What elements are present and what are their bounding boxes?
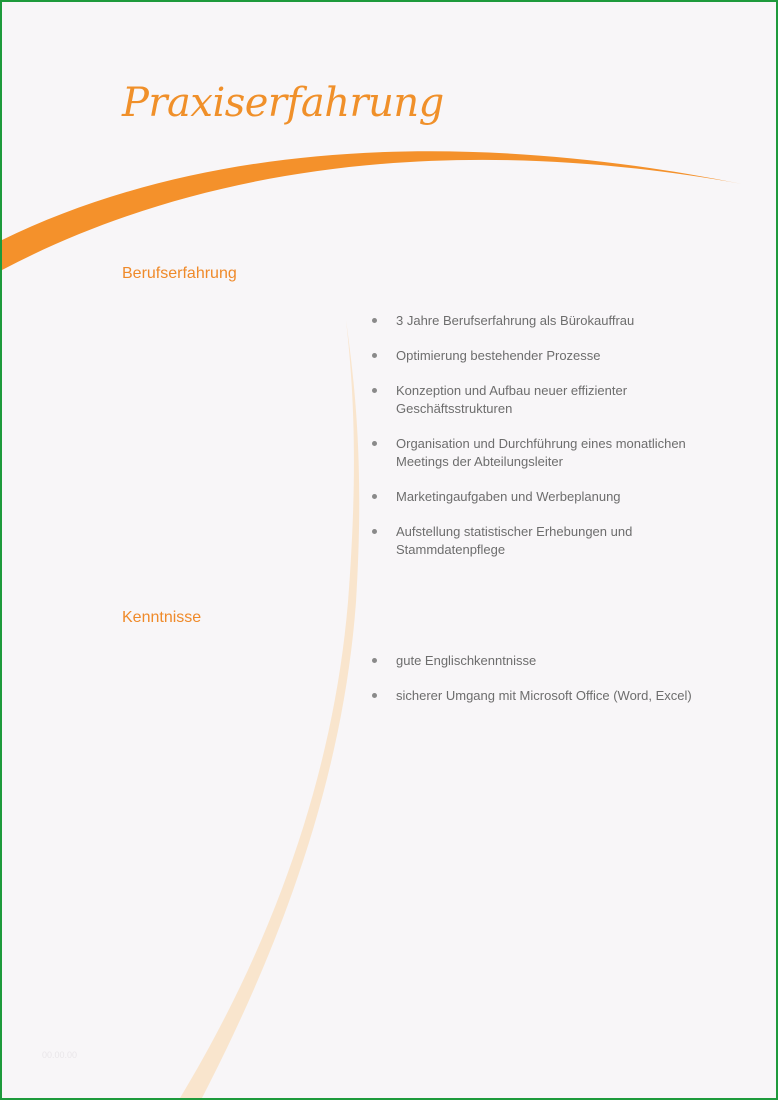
list-item [372, 312, 722, 330]
section-heading-kenntnisse: Kenntnisse [122, 609, 202, 626]
list-item [372, 347, 722, 365]
bullet-icon [372, 388, 377, 393]
faint-arc [180, 320, 359, 1098]
list-item [372, 488, 722, 506]
list-item-text: gute Englischkenntnisse [396, 653, 537, 668]
bullet-icon [372, 658, 377, 663]
list-item-text: sicherer Umgang mit Microsoft Office (Word, Excel) [396, 688, 692, 703]
bullet-icon [372, 494, 377, 499]
list-item [372, 382, 722, 418]
list-item-text: Optimierung bestehender Prozesse [396, 348, 601, 363]
orange-swoosh [2, 151, 742, 270]
bullet-icon [372, 318, 377, 323]
bullet-icon [372, 353, 377, 358]
berufserfahrung-list [372, 312, 722, 576]
list-item-text: 3 Jahre Berufserfahrung als Bürokauffrau [396, 313, 635, 328]
bullet-icon [372, 441, 377, 446]
bullet-icon [372, 693, 377, 698]
bullet-icon [372, 529, 377, 534]
list-item-text: Aufstellung statistischer Erhebungen und Stammdatenpflege [396, 524, 633, 557]
list-item [372, 523, 722, 559]
list-item [372, 687, 722, 705]
list-item-text: Marketingaufgaben und Werbeplanung [396, 489, 621, 504]
list-item [372, 652, 722, 670]
list-item [372, 435, 722, 471]
list-item-text: Konzeption und Aufbau neuer effizienter Geschäftsstrukturen [396, 383, 628, 416]
footer-mark: 00.00.00 [42, 1050, 78, 1060]
list-item-text: Organisation und Durchführung eines monatlichen Meetings der Abteilungsleiter [396, 436, 686, 469]
kenntnisse-list [372, 652, 722, 722]
section-heading-berufserfahrung: Berufserfahrung [122, 265, 237, 282]
page-title: Praxiserfahrung [122, 80, 444, 126]
